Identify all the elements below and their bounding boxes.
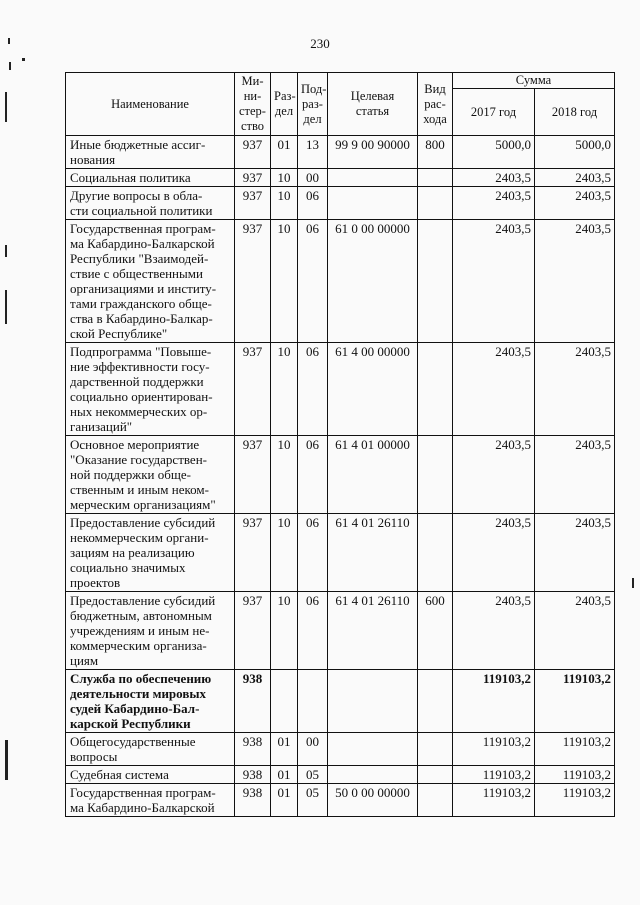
cell-ministry: 937 xyxy=(235,436,271,514)
cell-expense-type xyxy=(418,733,453,766)
cell-expense-type xyxy=(418,514,453,592)
cell-ministry: 937 xyxy=(235,592,271,670)
cell-section: 10 xyxy=(271,220,298,343)
cell-name: Социальная политика xyxy=(66,169,235,187)
cell-sum-2018: 2403,5 xyxy=(535,436,615,514)
cell-name: Предоставление субсидий некоммерческим органи- зациям на реализацию социально значимых проектов xyxy=(66,514,235,592)
cell-target-article: 61 4 01 26110 xyxy=(328,514,418,592)
table-row xyxy=(66,436,615,514)
cell-expense-type xyxy=(418,670,453,733)
table-row xyxy=(66,733,615,766)
cell-sum-2018: 2403,5 xyxy=(535,514,615,592)
margin-mark xyxy=(22,58,25,61)
cell-section: 10 xyxy=(271,592,298,670)
table-row xyxy=(66,343,615,436)
cell-subsection xyxy=(298,670,328,733)
cell-subsection: 06 xyxy=(298,220,328,343)
header-sum: Сумма xyxy=(453,73,615,89)
cell-sum-2018: 2403,5 xyxy=(535,169,615,187)
cell-target-article: 61 4 01 00000 xyxy=(328,436,418,514)
header-name: Наименование xyxy=(66,73,235,136)
cell-ministry: 937 xyxy=(235,343,271,436)
cell-expense-type: 800 xyxy=(418,136,453,169)
cell-target-article: 61 4 00 00000 xyxy=(328,343,418,436)
cell-sum-2017: 2403,5 xyxy=(453,343,535,436)
cell-subsection: 13 xyxy=(298,136,328,169)
cell-section: 01 xyxy=(271,784,298,817)
cell-sum-2017: 2403,5 xyxy=(453,592,535,670)
table-row xyxy=(66,220,615,343)
margin-mark xyxy=(5,245,7,257)
cell-name: Судебная система xyxy=(66,766,235,784)
cell-expense-type xyxy=(418,169,453,187)
cell-sum-2018: 119103,2 xyxy=(535,784,615,817)
cell-name: Общегосударственные вопросы xyxy=(66,733,235,766)
margin-mark xyxy=(5,740,8,780)
cell-expense-type xyxy=(418,187,453,220)
cell-section: 01 xyxy=(271,766,298,784)
cell-sum-2017: 119103,2 xyxy=(453,670,535,733)
cell-ministry: 937 xyxy=(235,220,271,343)
cell-section xyxy=(271,670,298,733)
header-year-2018: 2018 год xyxy=(535,89,615,136)
table-row xyxy=(66,670,615,733)
cell-sum-2018: 2403,5 xyxy=(535,592,615,670)
cell-sum-2017: 2403,5 xyxy=(453,220,535,343)
cell-subsection: 06 xyxy=(298,592,328,670)
cell-sum-2018: 2403,5 xyxy=(535,220,615,343)
cell-target-article xyxy=(328,733,418,766)
cell-name: Другие вопросы в обла- сти социальной политики xyxy=(66,187,235,220)
table-row xyxy=(66,784,615,817)
cell-expense-type xyxy=(418,343,453,436)
cell-section: 10 xyxy=(271,187,298,220)
cell-expense-type xyxy=(418,784,453,817)
margin-mark xyxy=(5,290,7,324)
header-section: Раз- дел xyxy=(271,73,298,136)
cell-name: Иные бюджетные ассиг- нования xyxy=(66,136,235,169)
header-year-2017: 2017 год xyxy=(453,89,535,136)
margin-mark xyxy=(632,578,634,588)
cell-name: Государственная програм- ма Кабардино-Балкарской Республики "Взаимодей- ствие с общественными организациями и институ- тами гражданского обще- ства в Кабардино-Балкар- ской Республике" xyxy=(66,220,235,343)
cell-ministry: 937 xyxy=(235,187,271,220)
header-subsection: Под- раз- дел xyxy=(298,73,328,136)
cell-sum-2018: 2403,5 xyxy=(535,343,615,436)
cell-sum-2017: 2403,5 xyxy=(453,187,535,220)
cell-subsection: 00 xyxy=(298,733,328,766)
cell-sum-2017: 5000,0 xyxy=(453,136,535,169)
cell-sum-2018: 119103,2 xyxy=(535,733,615,766)
cell-ministry: 938 xyxy=(235,670,271,733)
cell-expense-type: 600 xyxy=(418,592,453,670)
cell-ministry: 938 xyxy=(235,766,271,784)
cell-section: 10 xyxy=(271,169,298,187)
cell-sum-2018: 119103,2 xyxy=(535,670,615,733)
cell-section: 10 xyxy=(271,343,298,436)
cell-target-article: 61 0 00 00000 xyxy=(328,220,418,343)
page-number: 230 xyxy=(310,36,330,51)
budget-table xyxy=(65,72,615,817)
table-row xyxy=(66,169,615,187)
cell-subsection: 06 xyxy=(298,514,328,592)
cell-expense-type xyxy=(418,220,453,343)
cell-expense-type xyxy=(418,436,453,514)
cell-section: 10 xyxy=(271,514,298,592)
cell-section: 10 xyxy=(271,436,298,514)
margin-mark xyxy=(8,38,10,44)
cell-subsection: 05 xyxy=(298,784,328,817)
cell-target-article xyxy=(328,766,418,784)
cell-ministry: 937 xyxy=(235,136,271,169)
cell-name: Служба по обеспечению деятельности мировых судей Кабардино-Бал- карской Республики xyxy=(66,670,235,733)
cell-section: 01 xyxy=(271,136,298,169)
cell-sum-2017: 119103,2 xyxy=(453,784,535,817)
cell-subsection: 06 xyxy=(298,436,328,514)
cell-ministry: 937 xyxy=(235,169,271,187)
cell-sum-2017: 119103,2 xyxy=(453,766,535,784)
header-expense-type: Вид рас- хода xyxy=(418,73,453,136)
cell-target-article xyxy=(328,169,418,187)
cell-section: 01 xyxy=(271,733,298,766)
header-target-article: Целевая статья xyxy=(328,73,418,136)
table-row xyxy=(66,136,615,169)
cell-subsection: 00 xyxy=(298,169,328,187)
cell-sum-2018: 119103,2 xyxy=(535,766,615,784)
cell-name: Предоставление субсидий бюджетным, автономным учреждениям и иным не- коммерческим организа- циям xyxy=(66,592,235,670)
margin-mark xyxy=(9,62,11,70)
cell-name: Государственная програм- ма Кабардино-Балкарской xyxy=(66,784,235,817)
cell-sum-2017: 119103,2 xyxy=(453,733,535,766)
cell-sum-2017: 2403,5 xyxy=(453,169,535,187)
header-ministry: Ми- ни- стер- ство xyxy=(235,73,271,136)
cell-subsection: 06 xyxy=(298,343,328,436)
cell-ministry: 937 xyxy=(235,514,271,592)
table-row xyxy=(66,187,615,220)
cell-target-article xyxy=(328,670,418,733)
margin-mark xyxy=(5,92,7,122)
cell-target-article: 50 0 00 00000 xyxy=(328,784,418,817)
cell-sum-2017: 2403,5 xyxy=(453,514,535,592)
cell-target-article: 99 9 00 90000 xyxy=(328,136,418,169)
table-row xyxy=(66,514,615,592)
cell-sum-2018: 5000,0 xyxy=(535,136,615,169)
table-row xyxy=(66,592,615,670)
cell-expense-type xyxy=(418,766,453,784)
cell-target-article xyxy=(328,187,418,220)
cell-subsection: 06 xyxy=(298,187,328,220)
cell-ministry: 938 xyxy=(235,733,271,766)
cell-subsection: 05 xyxy=(298,766,328,784)
cell-name: Основное мероприятие "Оказание государствен- ной поддержки обще- ственным и иным неком- мерческим организациям" xyxy=(66,436,235,514)
cell-sum-2018: 2403,5 xyxy=(535,187,615,220)
cell-name: Подпрограмма "Повыше- ние эффективности госу- дарственной поддержки социально ориентирован- ных некоммерческих ор- ганизаций" xyxy=(66,343,235,436)
cell-sum-2017: 2403,5 xyxy=(453,436,535,514)
table-row xyxy=(66,766,615,784)
cell-target-article: 61 4 01 26110 xyxy=(328,592,418,670)
cell-ministry: 938 xyxy=(235,784,271,817)
